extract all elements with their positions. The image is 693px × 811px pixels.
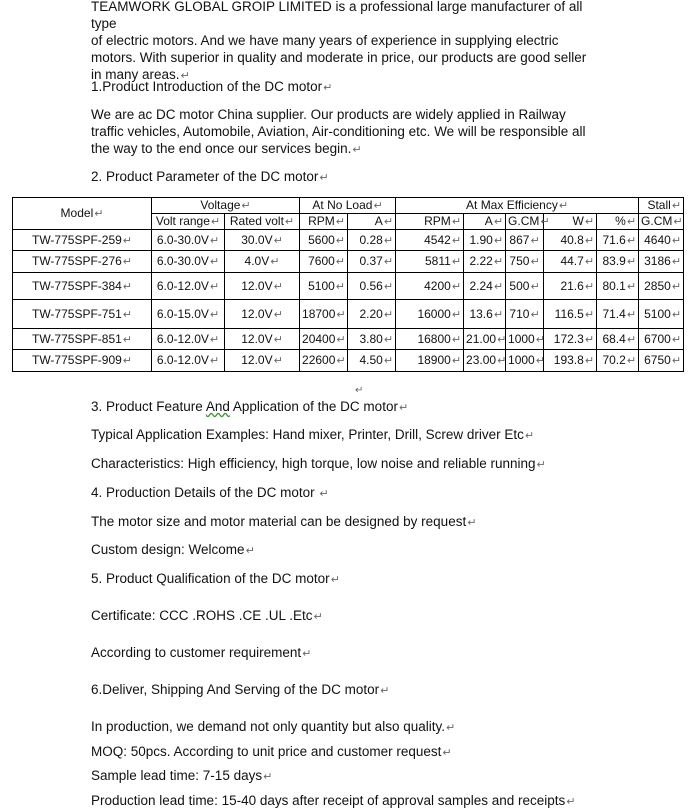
subheader-cell: Rated volt↵ [225,214,300,230]
production-line: In production, we demand not only quantity but also quality.↵ [91,719,456,734]
typical-applications: Typical Application Examples: Hand mixer, Printer, Drill, Screw driver Etc↵ [91,427,535,442]
value-cell: 6.0-30.0V↵ [152,251,225,273]
table-row [13,230,684,251]
value-cell: 30.0V↵ [225,230,300,251]
model-cell: TW-775SPF-384↵ [13,273,152,300]
table-row [13,273,684,300]
paragraph-mark: ↵ [355,385,364,396]
value-cell: 1.90↵ [464,230,506,251]
sample-line: Sample lead time: 7-15 days↵ [91,768,273,783]
value-cell: 6.0-12.0V↵ [152,350,225,372]
intro-line: TEAMWORK GLOBAL GROIP LIMITED is a professional large manufacturer of all type [91,0,583,31]
value-cell: 13.6↵ [464,300,506,329]
subheader-cell: A↵ [464,214,506,230]
certificate-line: Certificate: CCC .ROHS .CE .UL .Etc↵ [91,608,323,623]
value-cell: 5600↵ [300,230,348,251]
table-row [13,329,684,350]
value-cell: 2.24↵ [464,273,506,300]
section4-heading: 4. Production Details of the DC motor ↵ [91,485,329,500]
value-cell: 68.4↵ [597,329,639,350]
section5-heading: 5. Product Qualification of the DC motor↵ [91,571,340,586]
value-cell: 2.22↵ [464,251,506,273]
subheader-cell: G.CM↵ [506,214,544,230]
motor-size-line: The motor size and motor material can be designed by request↵ [91,514,477,529]
according-line: According to customer requirement↵ [91,645,312,660]
intro-line: of electric motors. And we have many years of experience in supplying electric [91,33,559,48]
value-cell: 40.8↵ [544,230,597,251]
section6-heading: 6.Deliver, Shipping And Serving of the DC motor↵ [91,682,390,697]
value-cell: 7600↵ [300,251,348,273]
header-stall: Stall↵ [639,198,684,214]
value-cell: 18900↵ [396,350,464,372]
value-cell: 21.6↵ [544,273,597,300]
value-cell: 2.20↵ [348,300,396,329]
value-cell: 80.1↵ [597,273,639,300]
value-cell: 2850↵ [639,273,684,300]
value-cell: 16800↵ [396,329,464,350]
value-cell: 6.0-12.0V↵ [152,273,225,300]
value-cell: 6.0-30.0V↵ [152,230,225,251]
value-cell: 22600↵ [300,350,348,372]
subheader-cell: A↵ [348,214,396,230]
value-cell: 1000↵ [506,329,544,350]
value-cell: 71.6↵ [597,230,639,251]
value-cell: 5100↵ [639,300,684,329]
header-max-efficiency: At Max Efficiency↵ [396,198,639,214]
value-cell: 172.3↵ [544,329,597,350]
intro-paragraph [91,0,611,85]
subheader-cell: G.CM↵ [639,214,684,230]
header-no-load: At No Load↵ [300,198,396,214]
value-cell: 5811↵ [396,251,464,273]
value-cell: 6700↵ [639,329,684,350]
value-cell: 44.7↵ [544,251,597,273]
subheader-cell: RPM↵ [300,214,348,230]
model-cell: TW-775SPF-751↵ [13,300,152,329]
value-cell: 4.0V↵ [225,251,300,273]
subheader-cell: %↵ [597,214,639,230]
table-header-row [13,198,684,214]
body-line: We are ac DC motor China supplier. Our products are widely applied in Railway [91,107,566,122]
table-row [13,251,684,273]
value-cell: 710↵ [506,300,544,329]
value-cell: 70.2↵ [597,350,639,372]
model-cell: TW-775SPF-851↵ [13,329,152,350]
value-cell: 0.37↵ [348,251,396,273]
model-cell: TW-775SPF-259↵ [13,230,152,251]
value-cell: 23.00↵ [464,350,506,372]
value-cell: 867↵ [506,230,544,251]
value-cell: 21.00↵ [464,329,506,350]
value-cell: 18700↵ [300,300,348,329]
table-row [13,300,684,329]
moq-line: MOQ: 50pcs. According to unit price and customer request↵ [91,744,452,759]
body-line: traffic vehicles, Automobile, Aviation, Air-conditioning etc. We will be responsible all [91,124,586,139]
value-cell: 6.0-15.0V↵ [152,300,225,329]
value-cell: 3186↵ [639,251,684,273]
value-cell: 193.8↵ [544,350,597,372]
value-cell: 6750↵ [639,350,684,372]
value-cell: 6.0-12.0V↵ [152,329,225,350]
value-cell: 20400↵ [300,329,348,350]
section3-heading: 3. Product Feature And Application of the DC motor↵ [91,399,409,414]
value-cell: 12.0V↵ [225,273,300,300]
subheader-cell: Volt range↵ [152,214,225,230]
header-model: Model↵ [13,198,152,230]
value-cell: 4542↵ [396,230,464,251]
intro-line: in many areas.↵ [91,67,190,82]
header-voltage: Voltage↵ [152,198,300,214]
custom-design-line: Custom design: Welcome↵ [91,542,255,557]
value-cell: 12.0V↵ [225,329,300,350]
value-cell: 4200↵ [396,273,464,300]
value-cell: 0.56↵ [348,273,396,300]
table-row [13,350,684,372]
value-cell: 12.0V↵ [225,350,300,372]
section1-body [91,106,586,159]
value-cell: 4640↵ [639,230,684,251]
section1-heading: 1.Product Introduction of the DC motor↵ [91,79,333,94]
value-cell: 3.80↵ [348,329,396,350]
value-cell: 1000↵ [506,350,544,372]
value-cell: 12.0V↵ [225,300,300,329]
value-cell: 71.4↵ [597,300,639,329]
model-cell: TW-775SPF-276↵ [13,251,152,273]
model-cell: TW-775SPF-909↵ [13,350,152,372]
value-cell: 5100↵ [300,273,348,300]
subheader-cell: W↵ [544,214,597,230]
subheader-cell: RPM↵ [396,214,464,230]
value-cell: 83.9↵ [597,251,639,273]
body-line: the way to the end once our services begin.↵ [91,141,362,156]
characteristics: Characteristics: High efficiency, high torque, low noise and reliable running↵ [91,456,546,471]
value-cell: 750↵ [506,251,544,273]
leadtime-line: Production lead time: 15-40 days after receipt of approval samples and receipts↵ [91,793,576,808]
value-cell: 500↵ [506,273,544,300]
parameter-table [12,197,684,372]
value-cell: 16000↵ [396,300,464,329]
value-cell: 0.28↵ [348,230,396,251]
intro-line: motors. With superior in quality and moderate in price, our products are good seller [91,50,587,65]
value-cell: 116.5↵ [544,300,597,329]
value-cell: 4.50↵ [348,350,396,372]
section2-heading: 2. Product Parameter of the DC motor↵ [91,169,329,184]
